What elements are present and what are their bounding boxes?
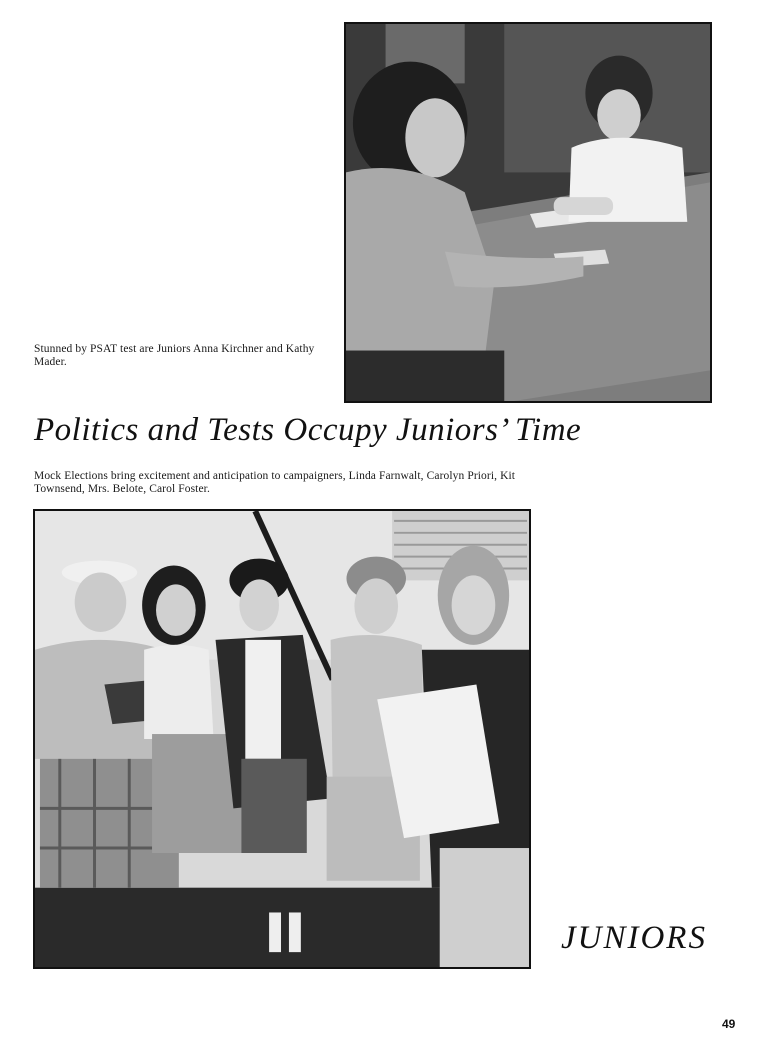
page-headline: Politics and Tests Occupy Juniors’ Time	[34, 412, 582, 448]
top-photo-caption: Stunned by PSAT test are Juniors Anna Kirchner and Kathy Mader.	[34, 343, 315, 368]
section-label: JUNIORS	[561, 920, 707, 956]
mock-elections-photo	[33, 509, 531, 969]
psat-test-photo	[344, 22, 712, 403]
bottom-photo-caption: Mock Elections bring excitement and anticipation to campaigners, Linda Farnwalt, Carolyn Priori, Kit Townsend, Mrs. Belote, Carol Foster.	[34, 470, 516, 495]
page-number: 49	[722, 1017, 736, 1031]
